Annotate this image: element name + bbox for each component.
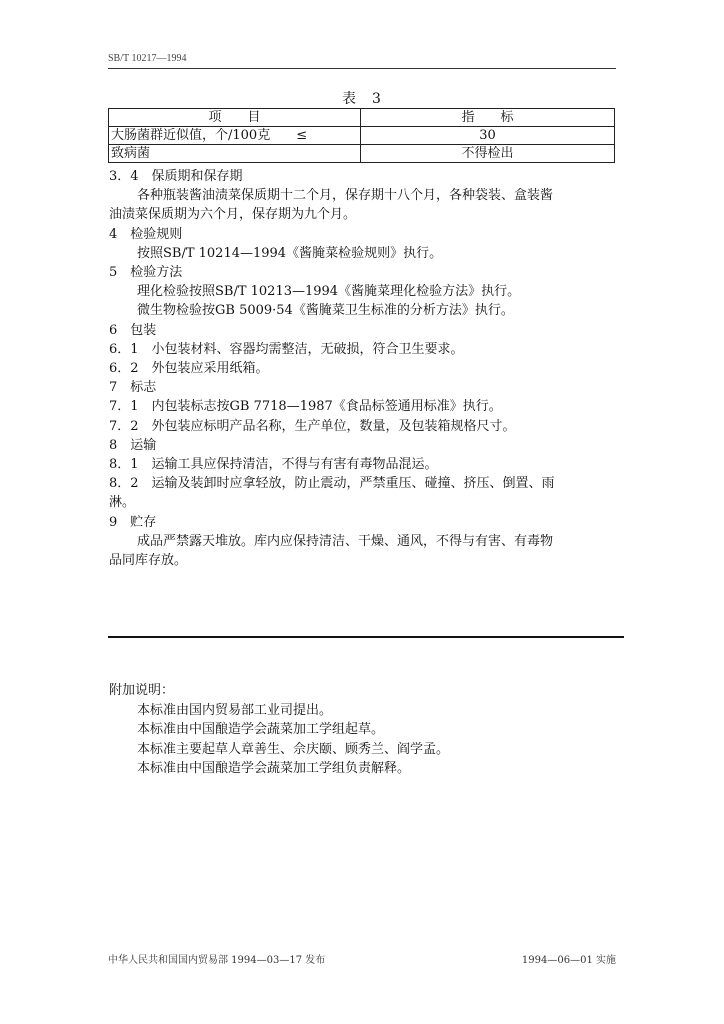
clause-line: 8．2 运输及装卸时应拿轻放，防止震动，严禁重压、碰撞、挤压、倒置、雨 (109, 476, 555, 492)
table-row (109, 127, 615, 145)
header-rule (108, 68, 616, 69)
notes-heading: 附加说明： (109, 683, 175, 698)
table-cell-value: 不得检出 (361, 145, 615, 163)
header-standard-code: SB/T 10217—1994 (108, 53, 187, 64)
paragraph-line: 品同库存放。 (109, 553, 188, 569)
clause-line: 7．1 内包装标志按GB 7718—1987《食品标签通用标准》执行。 (109, 399, 502, 415)
table-cell-value: 30 (361, 127, 615, 145)
section-heading: 3．4 保质期和保存期 (109, 169, 243, 184)
footer-effective: 1994—06—01 实施 (521, 955, 616, 966)
section-heading: 4 检验规则 (109, 226, 183, 242)
paragraph-line: 成品严禁露天堆放。库内应保持清洁、干燥、通风，不得与有害、有毒物 (137, 533, 554, 549)
paragraph-line: 各种瓶装酱油渍菜保质期十二个月，保存期十八个月，各种袋装、盒装酱 (137, 188, 554, 204)
paragraph-line: 油渍菜保质期为六个月，保存期为九个月。 (109, 207, 357, 223)
section-heading: 5 检验方法 (109, 265, 183, 281)
note-line: 本标准由国内贸易部工业司提出。 (137, 702, 333, 718)
table-header-value: 指 标 (361, 109, 615, 127)
additional-notes (109, 681, 615, 779)
clause-line: 6．1 小包装材料、容器均需整洁，无破损，符合卫生要求。 (109, 341, 464, 357)
note-line: 本标准由中国酿造学会蔬菜加工学组负责解释。 (137, 761, 411, 776)
note-line: 本标准主要起草人章善生、佘庆颐、顾秀兰、阎学孟。 (137, 741, 450, 757)
paragraph-line: 微生物检验按GB 5009·54《酱腌菜卫生标准的分析方法》执行。 (137, 303, 514, 319)
section-heading: 7 标志 (109, 380, 157, 396)
table-cell-item: 致病菌 (109, 145, 361, 163)
clause-line: 淋。 (109, 495, 136, 511)
paragraph-line: 理化检验按照SB/T 10213—1994《酱腌菜理化检验方法》执行。 (137, 284, 521, 300)
clause-line: 7．2 外包装应标明产品名称，生产单位，数量，及包装箱规格尺寸。 (109, 418, 516, 434)
table-header-row (109, 109, 615, 127)
section-heading: 8 运输 (109, 437, 157, 453)
table-cell-item: 大肠菌群近似值，个/100克 ≤ (109, 127, 361, 145)
table-title: 表 3 (342, 91, 382, 107)
clause-line: 8．1 运输工具应保持清洁，不得与有害有毒物品混运。 (109, 457, 438, 473)
footer-issued: 中华人民共和国国内贸易部 1994—03—17 发布 (108, 955, 326, 966)
section-heading: 9 贮存 (109, 514, 157, 530)
table-row (109, 145, 615, 163)
spec-table (108, 108, 615, 163)
body-text (109, 167, 615, 570)
end-rule (108, 636, 624, 638)
section-heading: 6 包装 (109, 322, 157, 338)
paragraph-line: 按照SB/T 10214—1994《酱腌菜检验规则》执行。 (137, 245, 443, 261)
table-header-item: 项 目 (109, 109, 361, 127)
note-line: 本标准由中国酿造学会蔬菜加工学组起草。 (137, 722, 385, 737)
clause-line: 6．2 外包装应采用纸箱。 (109, 361, 269, 377)
